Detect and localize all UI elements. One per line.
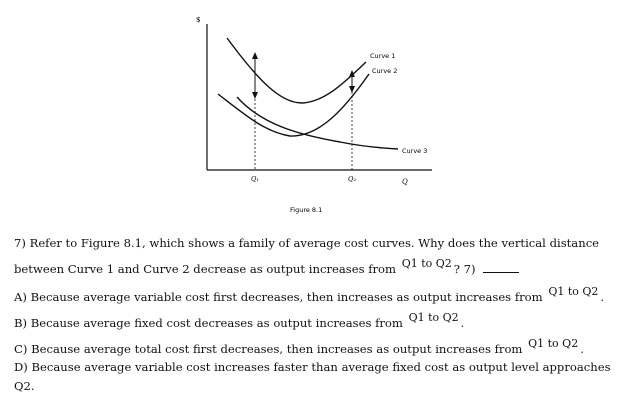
question-stem-line-1: 7) Refer to Figure 8.1, which shows a family of average cost curves. Why does the vertical distance — [14, 236, 600, 250]
option-c-end: . — [580, 342, 584, 356]
q1-arrow-up — [252, 52, 258, 59]
q2-arrow-down — [349, 86, 355, 93]
curve-2-label: Curve 2 — [372, 67, 398, 75]
option-d-end: . — [30, 379, 35, 393]
option-c-text: C) Because average total cost first decreases, then increases as output increases from — [14, 342, 523, 356]
q1-label: Q₁ — [251, 175, 259, 183]
stem-text: between Curve 1 and Curve 2 decrease as output increases from — [14, 262, 397, 276]
curve-2 — [218, 74, 369, 136]
option-d-range: Q2 — [14, 379, 31, 393]
answer-blank — [483, 262, 519, 273]
option-d-text: D) Because average variable cost increases faster than average fixed cost as output level approaches — [14, 360, 611, 374]
option-b-text: B) Because average fixed cost decreases as output increases from — [14, 316, 403, 330]
curve-3 — [237, 97, 398, 149]
curve-3-label: Curve 3 — [402, 147, 428, 155]
y-axis-label: $ — [196, 16, 201, 24]
option-a — [14, 285, 605, 304]
option-a-end: . — [600, 290, 605, 304]
option-b — [14, 311, 465, 330]
q1-arrow-down — [252, 92, 258, 99]
option-c-range: Q1 to Q2 — [528, 337, 579, 350]
x-axis-label: Q — [402, 178, 408, 186]
figure-caption: Figure 8.1 — [290, 206, 323, 214]
question-stem-line-2 — [14, 257, 519, 276]
curve-1-label: Curve 1 — [370, 52, 396, 60]
option-a-range: Q1 to Q2 — [548, 285, 599, 298]
q2-label: Q₂ — [348, 175, 356, 183]
option-a-text: A) Because average variable cost first decreases, then increases as output increases from — [14, 290, 543, 304]
option-b-end: . — [460, 316, 465, 330]
option-d-continuation — [14, 379, 35, 393]
stem-range: Q1 to Q2 — [401, 257, 452, 270]
option-b-range: Q1 to Q2 — [408, 311, 459, 324]
option-c — [14, 337, 584, 356]
option-d — [14, 360, 611, 374]
stem-tail: ? 7) — [453, 262, 476, 276]
curve-1 — [227, 38, 366, 103]
